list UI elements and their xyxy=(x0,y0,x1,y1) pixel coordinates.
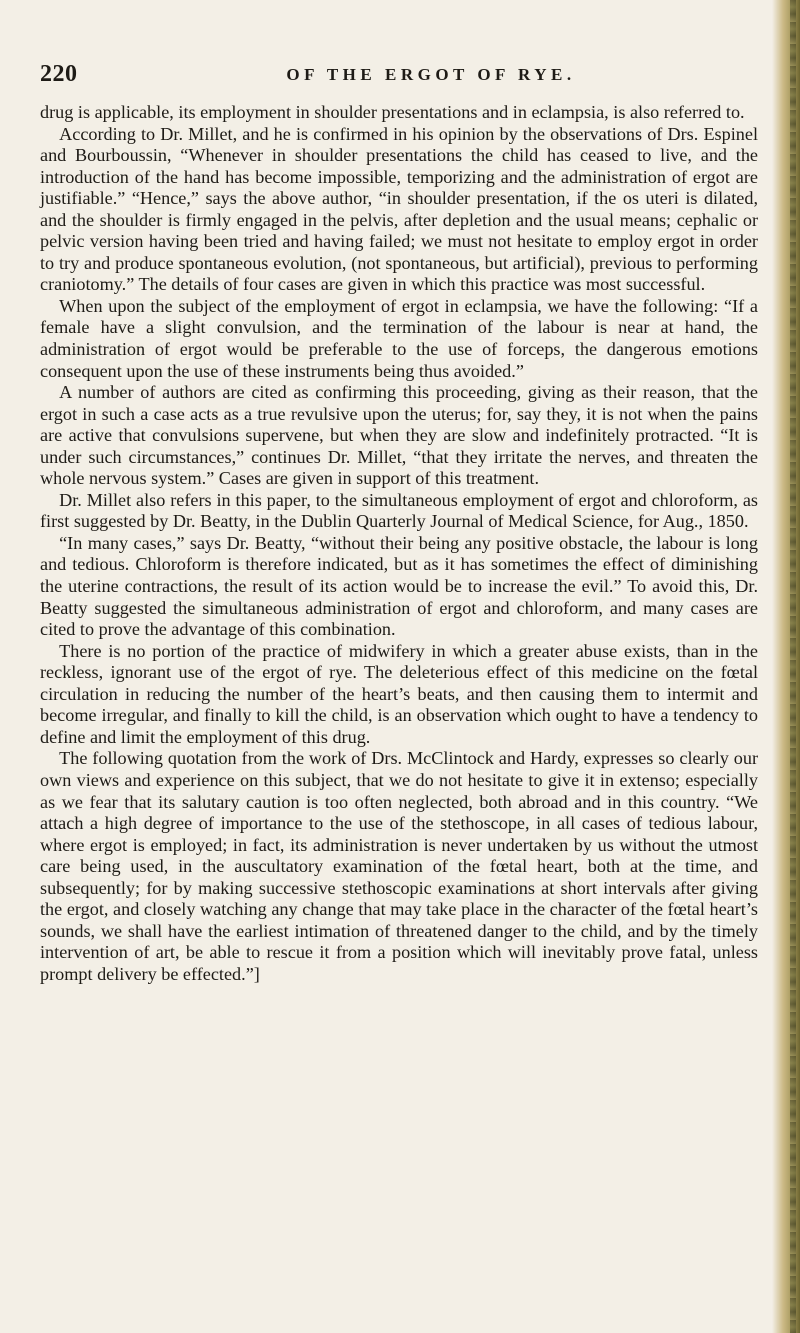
paragraph-continuation: drug is applicable, its employment in shoulder presentations and in eclampsia, is also referred to. xyxy=(40,102,745,122)
page-number: 220 xyxy=(40,61,78,87)
running-title: OF THE ERGOT OF RYE. xyxy=(286,65,576,84)
paragraph-authors-cited: A number of authors are cited as confirming this proceeding, giving as their reason, that the ergot in such a case acts as a true revulsive upon the uterus; for, say they, it is not when the pains are active that convulsions supervene, but when they are slow and indefinitely protracted. “It is under such circumstances,” continues Dr. Millet, “that they irritate the nerves, and threaten the whole nervous system.” Cases are given in support of this treatment. xyxy=(40,382,758,489)
running-head xyxy=(40,61,768,91)
paragraph-stethoscope-quote: The following quotation from the work of Drs. McClintock and Hardy, expresses so clearly our own views and experience on this subject, that we do not hesitate to give it in extenso; especially as we fear that its salutary caution is too often neglected, both abroad and in this country. “We attach a high degree of importance to the use of the stethoscope, in all cases of tedious labour, where ergot is employed; in fact, its administration is never undertaken by us without the utmost care being used, in the auscultatory examination of the fœtal heart, both at the time, and subsequently; for by making successive stethoscopic examinations at short intervals after giving the ergot, and closely watching any change that may take place in the character of the fœtal heart’s sounds, we shall have the earliest intimation of threatened danger to the child, and by the timely intervention of art, be able to rescue it from a position which will inevitably prove fatal, unless prompt delivery be effected.”] xyxy=(40,748,758,984)
paragraph-eclampsia: When upon the subject of the employment of ergot in eclampsia, we have the following: “If a female have a slight convulsion, and the termination of the labour is near at hand, the administration of ergot would be preferable to the use of forceps, the dangerous emotions consequent upon the use of these instruments being thus avoided.” xyxy=(40,295,758,381)
paragraph-millet-shoulder: According to Dr. Millet, and he is confirmed in his opinion by the observations of Drs. Espinel and Bourboussin, “Whenever in shoulder presentations the child has ceased to live, and the introduction of the hand has become impossible, temporizing and the administration of ergot are justifiable.” “Hence,” says the above author, “in shoulder presentation, if the os uteri is dilated, and the shoulder is firmly engaged in the pelvis, after depletion and the usual means; cephalic or pelvic version having been tried and having failed; we must not hesitate to employ ergot in order to try and produce spontaneous evolution, (not spontaneous, but artificial), previous to performing craniotomy.” The details of four cases are given in which this practice was most successful. xyxy=(40,123,758,295)
body-text xyxy=(40,102,758,985)
paragraph-chloroform: Dr. Millet also refers in this paper, to the simultaneous employment of ergot and chloroform, as first suggested by Dr. Beatty, in the Dublin Quarterly Journal of Medical Science, for Aug., 1850. xyxy=(40,489,758,532)
paragraph-abuse: There is no portion of the practice of midwifery in which a greater abuse exists, than in the reckless, ignorant use of the ergot of rye. The deleterious effect of this medicine on the fœtal circulation in reducing the number of the heart’s beats, and then causing them to intermit and become irregular, and finally to kill the child, is an observation which ought to have a tendency to define and limit the employment of this drug. xyxy=(40,640,758,747)
page-edge-shadow xyxy=(772,0,800,1333)
paragraph-beatty-quote: “In many cases,” says Dr. Beatty, “without their being any positive obstacle, the labour is long and tedious. Chloroform is therefore indicated, but as it has sometimes the effect of diminishing the uterine contractions, the result of its action would be to increase the evil.” To avoid this, Dr. Beatty suggested the simultaneous administration of ergot and chloroform, and many cases are cited to prove the advantage of this combination. xyxy=(40,532,758,640)
